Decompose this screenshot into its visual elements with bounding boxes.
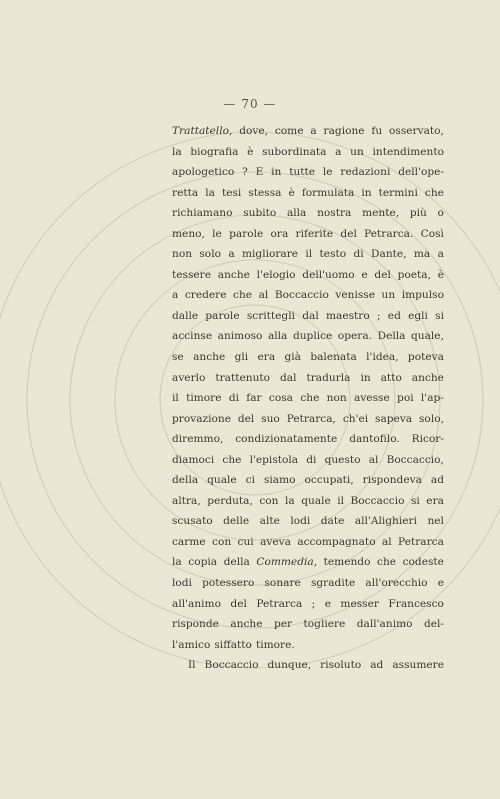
- word: in: [271, 166, 282, 179]
- word: Boccaccio: [204, 659, 259, 672]
- text-line: [172, 224, 444, 245]
- word: sapeva: [375, 412, 413, 425]
- word: la: [172, 145, 182, 158]
- text-line: [172, 429, 444, 450]
- word: riferite: [295, 227, 334, 240]
- word: dunque,: [267, 659, 312, 672]
- text-line: [172, 635, 444, 656]
- word: dell'ope-: [398, 166, 444, 179]
- word: Boccaccio: [274, 289, 329, 302]
- word: e: [324, 597, 331, 610]
- word: Francesco: [388, 597, 444, 610]
- word: a: [335, 145, 342, 158]
- word: siamo: [263, 474, 296, 487]
- word: risoluto: [320, 659, 362, 672]
- word: anche: [230, 618, 263, 631]
- word: a: [437, 248, 444, 261]
- word: Boccaccio,: [386, 453, 444, 466]
- text-line: [172, 244, 444, 265]
- word: l'idea,: [366, 351, 399, 364]
- page-number: — 70 —: [223, 97, 277, 111]
- italic-title: Commedia: [256, 556, 314, 569]
- word: fu: [371, 125, 383, 137]
- word: assumere: [392, 659, 444, 672]
- word: E: [255, 166, 264, 179]
- word: perduta,: [207, 494, 253, 507]
- word: Il: [188, 659, 196, 672]
- word: credere: [184, 289, 227, 302]
- word: un: [381, 289, 396, 302]
- word: Della: [377, 330, 406, 343]
- word: che: [222, 453, 242, 466]
- word: mente,: [362, 207, 400, 220]
- word: formulata: [301, 186, 355, 199]
- word: a: [228, 248, 235, 261]
- word: altra,: [172, 494, 201, 507]
- word: ragione: [323, 125, 365, 137]
- word: avesse: [354, 392, 390, 405]
- text-line: [172, 285, 444, 306]
- word: del: [340, 227, 357, 240]
- word: copia: [188, 556, 218, 569]
- word: diremmo,: [172, 433, 224, 446]
- word: occupati,: [304, 474, 354, 487]
- word: le: [212, 227, 222, 240]
- word: [256, 552, 317, 573]
- word: il: [305, 248, 313, 261]
- word: le: [322, 166, 333, 179]
- word: solo,: [419, 412, 444, 425]
- word: Petrarca.: [364, 227, 414, 240]
- word: che: [233, 289, 253, 302]
- word: è: [247, 145, 254, 158]
- text-line: [172, 121, 444, 142]
- text-line: [172, 491, 444, 512]
- word: Boccaccio: [350, 494, 405, 507]
- word: lodi: [290, 515, 311, 528]
- word: la: [205, 186, 215, 199]
- word: dantofilo.: [349, 433, 400, 446]
- word: il: [172, 392, 179, 405]
- word: togliere: [303, 618, 346, 631]
- word: stessa: [248, 186, 282, 199]
- word: date: [320, 515, 345, 528]
- word: quale: [301, 494, 331, 507]
- word: sonare: [264, 577, 301, 590]
- text-line: [172, 183, 444, 204]
- word: provazione: [172, 412, 231, 425]
- word: in: [361, 186, 372, 199]
- word: la: [284, 494, 295, 507]
- word: alla: [267, 330, 288, 343]
- word: ;: [376, 309, 381, 322]
- text-line: [172, 450, 444, 471]
- word: di: [228, 392, 239, 405]
- word: messer: [340, 597, 379, 610]
- word: aveva: [260, 535, 291, 548]
- word: accinse: [172, 330, 213, 343]
- word: di: [353, 248, 364, 261]
- word: accompagnato: [297, 535, 376, 548]
- text-line: [172, 532, 444, 553]
- word: sgradite: [310, 577, 356, 590]
- word: dove,: [239, 125, 268, 137]
- word: alla: [286, 207, 307, 220]
- word: del: [237, 412, 255, 425]
- word: retta: [172, 186, 199, 199]
- word: far: [246, 392, 262, 405]
- word: trattenuto: [215, 371, 271, 384]
- word: carme: [172, 535, 206, 548]
- word: era: [426, 494, 444, 507]
- word: dal: [280, 371, 297, 384]
- word: è: [437, 268, 444, 281]
- word: più: [409, 207, 427, 220]
- word: animoso: [217, 330, 263, 343]
- word: e: [437, 577, 444, 590]
- word: non: [172, 248, 193, 261]
- word: diamoci: [172, 453, 215, 466]
- text-line: [172, 511, 444, 532]
- word: Petrarca: [256, 597, 303, 610]
- word: lodi: [172, 577, 192, 590]
- word: poteva: [407, 351, 444, 364]
- word: ad: [370, 659, 384, 672]
- text-line: [172, 594, 444, 615]
- word-tail: ,: [228, 125, 233, 137]
- word: redazioni: [340, 166, 391, 179]
- word: ?: [242, 166, 248, 179]
- word: delle: [223, 515, 250, 528]
- word: ma: [413, 248, 431, 261]
- word: intendimento: [372, 145, 444, 158]
- word: questo: [324, 453, 361, 466]
- word: ad: [430, 474, 444, 487]
- word: maestro: [325, 309, 370, 322]
- word: ci: [245, 474, 255, 487]
- word: del: [374, 268, 391, 281]
- word: che: [300, 392, 320, 405]
- word: del-: [423, 618, 444, 631]
- word: del: [230, 597, 247, 610]
- text-line: [172, 655, 444, 676]
- text-line: [172, 326, 444, 347]
- word: di: [306, 453, 317, 466]
- italic-title: Trattatello: [172, 125, 229, 137]
- word: era: [257, 351, 276, 364]
- word: a: [310, 125, 317, 137]
- word: che: [377, 556, 397, 569]
- word-tail: ,: [313, 556, 318, 569]
- word: venisse: [335, 289, 375, 302]
- word: o: [437, 207, 444, 220]
- word: Dante,: [371, 248, 407, 261]
- word: rispondeva: [362, 474, 422, 487]
- word: poeta,: [397, 268, 431, 281]
- word: parole: [205, 309, 240, 322]
- word: osservato,: [389, 125, 444, 137]
- word: non: [326, 392, 347, 405]
- word: anche: [193, 351, 226, 364]
- word: subito: [243, 207, 277, 220]
- word: al: [368, 453, 379, 466]
- text-line: [172, 470, 444, 491]
- word: si: [410, 494, 420, 507]
- word: all'animo: [172, 597, 221, 610]
- word: meno,: [172, 227, 205, 240]
- word: tradurla: [306, 371, 351, 384]
- word: alte: [259, 515, 280, 528]
- text-line: [172, 142, 444, 163]
- word: al: [258, 289, 269, 302]
- word: in: [360, 371, 371, 384]
- word: opera.: [337, 330, 373, 343]
- word: risponde: [172, 618, 219, 631]
- word: dall'animo: [356, 618, 413, 631]
- word: scusato: [172, 515, 213, 528]
- word: [172, 121, 232, 142]
- text-line: [172, 306, 444, 327]
- text-line: [172, 573, 444, 594]
- word: e: [361, 268, 368, 281]
- word: Petrarca: [398, 535, 444, 548]
- word: balenata: [310, 351, 357, 364]
- word: potessero: [202, 577, 255, 590]
- text-line: [172, 265, 444, 286]
- word: poi: [397, 392, 414, 405]
- word: timore: [186, 392, 222, 405]
- word: tutte: [289, 166, 316, 179]
- word: Così: [420, 227, 444, 240]
- text-line: [172, 368, 444, 389]
- word: è: [288, 186, 295, 199]
- word: se: [172, 351, 184, 364]
- word: ed: [387, 309, 401, 322]
- word: con: [212, 535, 232, 548]
- word: tessere: [172, 268, 212, 281]
- word: ora: [270, 227, 289, 240]
- word: ;: [311, 597, 316, 610]
- word: nostra: [317, 207, 352, 220]
- word: della: [223, 556, 250, 569]
- word: con: [259, 494, 279, 507]
- text-line: [172, 388, 444, 409]
- word: che: [424, 186, 444, 199]
- word: Ricor-: [411, 433, 444, 446]
- word: un: [350, 145, 364, 158]
- word: quale,: [411, 330, 444, 343]
- word: già: [284, 351, 301, 364]
- word: siffatto: [214, 638, 252, 651]
- word: apologetico: [172, 166, 235, 179]
- text-line: [172, 614, 444, 635]
- word: l'ap-: [420, 392, 444, 405]
- word: timore.: [255, 638, 295, 651]
- word: impulso: [401, 289, 444, 302]
- word: richiamano: [172, 207, 233, 220]
- word: tesi: [221, 186, 242, 199]
- word: della: [172, 474, 199, 487]
- word: averlo: [172, 371, 206, 384]
- word: l'amico: [172, 638, 211, 651]
- word: solo: [199, 248, 221, 261]
- word: parole: [229, 227, 264, 240]
- word: l'elogio: [256, 268, 296, 281]
- word: condizionatamente: [235, 433, 338, 446]
- word: quale: [207, 474, 237, 487]
- word: temendo: [323, 556, 371, 569]
- word: cosa: [268, 392, 293, 405]
- text-line: [172, 552, 444, 573]
- word: subordinata: [262, 145, 327, 158]
- word: all'orecchio: [365, 577, 428, 590]
- text-line: [172, 203, 444, 224]
- word: anche: [411, 371, 444, 384]
- word: dal: [302, 309, 319, 322]
- body-text: [172, 121, 444, 676]
- word: l'epistola: [249, 453, 299, 466]
- text-line: [172, 162, 444, 183]
- word: al: [381, 535, 392, 548]
- word: cui: [237, 535, 254, 548]
- word: egli: [408, 309, 428, 322]
- word: la: [172, 556, 182, 569]
- word: codeste: [402, 556, 444, 569]
- word: dalle: [172, 309, 199, 322]
- word: a: [172, 289, 179, 302]
- word: ch'ei: [342, 412, 369, 425]
- word: all'Alighieri: [354, 515, 417, 528]
- word: Petrarca,: [286, 412, 336, 425]
- word: termini: [378, 186, 418, 199]
- word: il: [337, 494, 345, 507]
- word: per: [273, 618, 293, 631]
- word: duplice: [292, 330, 333, 343]
- word: scrittegli: [246, 309, 295, 322]
- word: come: [274, 125, 304, 137]
- word: testo: [319, 248, 347, 261]
- word: suo: [261, 412, 280, 425]
- text-line: [172, 347, 444, 368]
- word: gli: [234, 351, 249, 364]
- word: nel: [427, 515, 444, 528]
- text-line: [172, 409, 444, 430]
- word: si: [435, 309, 444, 322]
- word: migliorare: [241, 248, 299, 261]
- word: anche: [217, 268, 250, 281]
- word: biografia: [190, 145, 239, 158]
- word: atto: [380, 371, 402, 384]
- word: dell'uomo: [302, 268, 355, 281]
